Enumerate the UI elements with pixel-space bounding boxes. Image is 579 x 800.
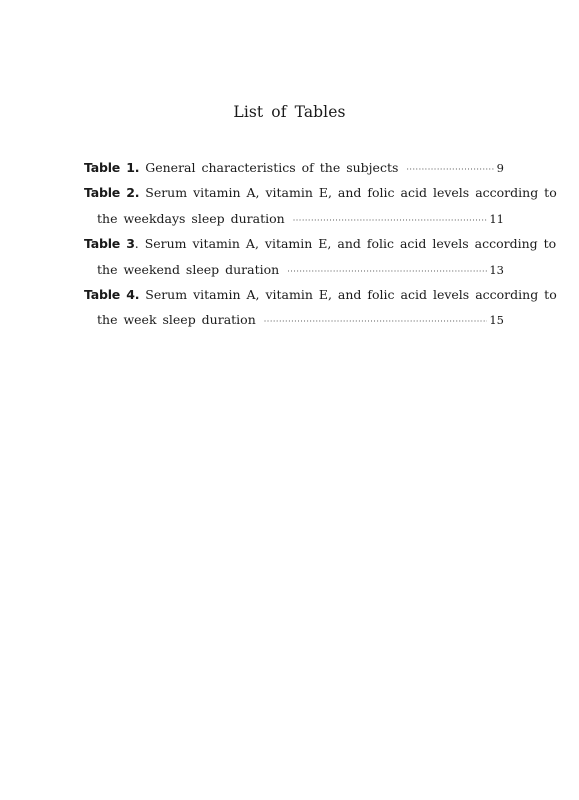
- toc-entry-table-4-continuation[interactable]: [84, 307, 504, 332]
- page-number: 13: [489, 262, 504, 277]
- entry-label: Table 4.: [84, 286, 140, 302]
- entry-title: Serum vitamin A, vitamin E, and folic acid levels according to: [145, 286, 557, 302]
- page-number: 9: [496, 161, 504, 175]
- toc-entry-table-3-continuation[interactable]: [84, 257, 504, 282]
- toc-entry-table-1[interactable]: [84, 155, 504, 180]
- dot-leader: [287, 259, 487, 284]
- page-number: 15: [489, 313, 504, 328]
- toc-entry-table-3[interactable]: [84, 231, 557, 256]
- entry-title-continued: the weekdays sleep duration: [97, 210, 285, 226]
- entry-title: General characteristics of the subjects: [145, 160, 399, 175]
- entry-title-continued: the week sleep duration: [97, 312, 256, 328]
- toc-entry-table-4[interactable]: [84, 282, 557, 307]
- entry-label: Table 1.: [84, 160, 140, 175]
- entry-title: Serum vitamin A, vitamin E, and folic acid levels according to: [144, 236, 557, 252]
- entry-title-continued: the weekend sleep duration: [97, 261, 280, 277]
- entry-label: Table 3: [84, 236, 135, 252]
- dot-leader: [406, 157, 494, 182]
- toc-entry-table-2[interactable]: [84, 180, 557, 205]
- dot-leader: [264, 309, 488, 334]
- entry-title: Serum vitamin A, vitamin E, and folic acid levels according to: [145, 185, 557, 201]
- page-title: List of Tables: [233, 103, 346, 121]
- table-of-contents: [84, 155, 557, 333]
- entry-label: Table 2.: [84, 185, 140, 201]
- entry-label-punct: .: [134, 236, 139, 252]
- dot-leader: [293, 208, 488, 233]
- page-number: 11: [489, 211, 504, 226]
- toc-entry-table-2-continuation[interactable]: [84, 206, 504, 231]
